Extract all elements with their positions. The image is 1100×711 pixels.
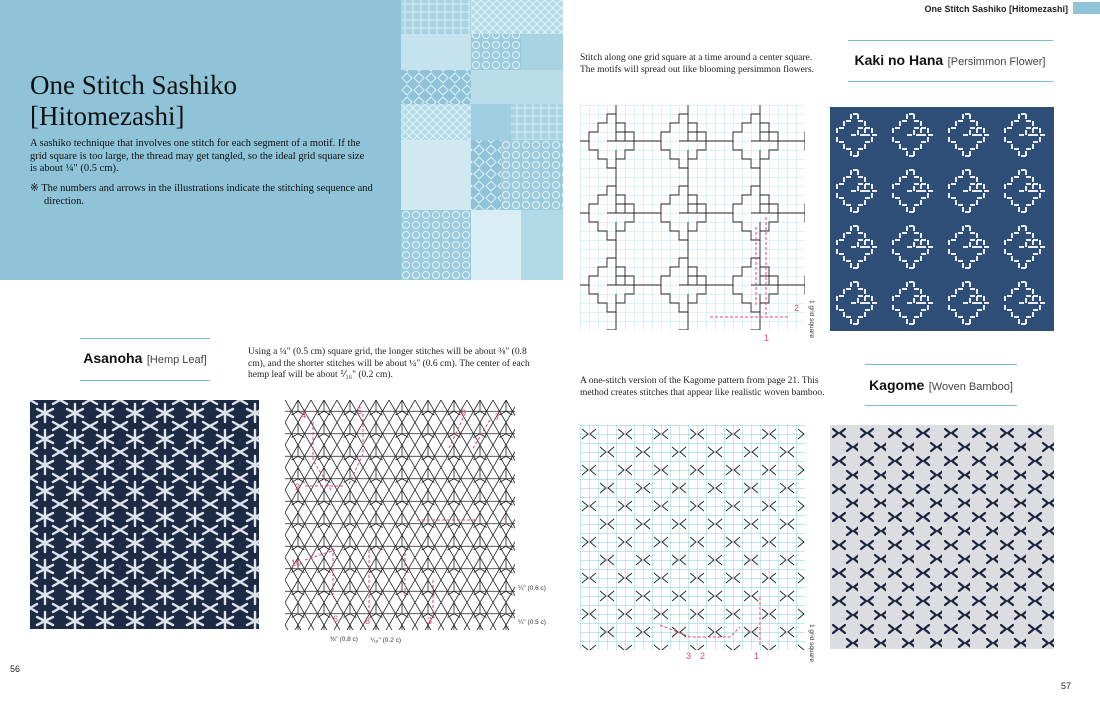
kaki-rule-top (848, 40, 1053, 41)
page-title (30, 70, 390, 132)
kaki-grid-label: 1 grid square (808, 300, 815, 338)
asanoha-seq-4: 4 (301, 410, 307, 420)
kaki-seq-1: 1 (764, 333, 770, 343)
asanoha-seq-8: 8 (365, 616, 371, 626)
page-number-right: 57 (1061, 681, 1072, 691)
kaki-caption: Stitch along one grid square at a time around a center square. The motifs will spread out like blooming persimmon flowers. (580, 53, 815, 75)
kaki-subtitle: [Persimmon Flower] (947, 56, 1046, 68)
asanoha-scale-long: ¼" (0.6 c) (518, 585, 546, 592)
running-header-tab (1073, 2, 1100, 14)
kagome-caption: A one-stitch version of the Kagome pattern from page 21. This method creates stitches that appear like realistic woven bamboo. (580, 376, 825, 398)
kaki-heading (840, 52, 1060, 70)
page-title-line-1: One Stitch Sashiko (30, 70, 237, 100)
kaki-photo (830, 107, 1054, 331)
kagome-heading (855, 377, 1027, 395)
running-header: One Stitch Sashiko [Hitomezashi] (924, 4, 1068, 14)
asanoha-seq-1: 1 (503, 516, 509, 526)
asanoha-scale-bottom-b: ⅟₁₆" (0.2 c) (370, 637, 402, 644)
asanoha-seq-10: 10 (291, 558, 302, 568)
asanoha-seq-6: 6 (333, 614, 339, 624)
asanoha-seq-7: 7 (495, 412, 501, 422)
kaki-name: Kaki no Hana (854, 52, 944, 68)
asanoha-heading (70, 350, 220, 368)
kagome-seq-1: 1 (754, 651, 760, 661)
kaki-diagram (580, 105, 805, 343)
kaki-seq-2: 2 (794, 303, 800, 313)
asanoha-seq-2: 2 (295, 482, 301, 492)
asanoha-photo (30, 400, 259, 629)
kagome-rule-top (865, 364, 1017, 365)
asanoha-seq-5: 5 (357, 406, 363, 416)
asanoha-subtitle: [Hemp Leaf] (146, 354, 207, 366)
asanoha-scale-short: ¼" (0.5 c) (518, 619, 546, 626)
kagome-photo (830, 425, 1054, 649)
page-number-left: 56 (10, 664, 21, 674)
kagome-rule-bottom (865, 405, 1017, 406)
asanoha-rule-bottom (80, 380, 210, 381)
asanoha-seq-9: 9 (461, 408, 467, 418)
asanoha-scale-bottom-a: ⅜" (0.8 c) (330, 636, 358, 643)
asanoha-seq-3: 3 (427, 616, 433, 626)
page-title-line-2: [Hitomezashi] (30, 101, 185, 131)
intro-note: ※ The numbers and arrows in the illustrations indicate the stitching sequence and direction. (30, 183, 373, 207)
kagome-diagram (580, 425, 805, 661)
swatch-collage-graphic (401, 0, 563, 280)
kagome-grid-label: 1 grid square (808, 624, 815, 662)
kaki-rule-bottom (848, 81, 1053, 82)
kagome-seq-2: 2 (700, 651, 706, 661)
kagome-seq-3: 3 (686, 651, 692, 661)
asanoha-name: Asanoha (83, 350, 143, 366)
asanoha-caption: Using a ¼" (0.5 cm) square grid, the longer stitches will be about ⅜" (0.8 cm), and the shorter stitches will be about ¼" (0.6 cm). The center of each hemp leaf will be about ⅟₁₆" (0.2 cm). (248, 347, 530, 380)
asanoha-rule-top (80, 338, 210, 339)
kagome-name: Kagome (869, 377, 925, 393)
fabric-swatch-collage (401, 0, 563, 280)
kagome-subtitle: [Woven Bamboo] (928, 381, 1013, 393)
asanoha-diagram (285, 400, 515, 630)
intro-description: A sashiko technique that involves one stitch for each segment of a motif. If the grid square is too large, the thread may get tangled, so the ideal grid square size is about ¼" (0.5 cm). (30, 138, 365, 174)
